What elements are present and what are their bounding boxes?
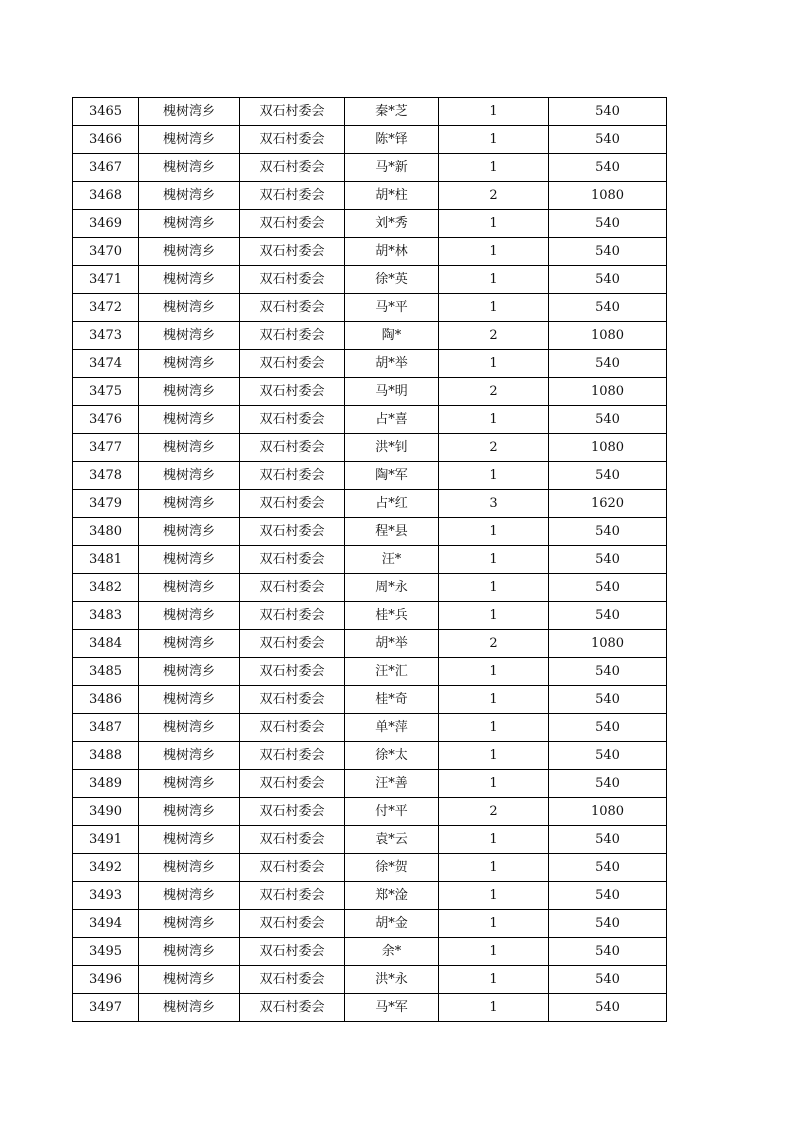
count-cell: 1 bbox=[439, 686, 549, 714]
table-row bbox=[73, 994, 667, 1022]
count-cell: 2 bbox=[439, 182, 549, 210]
table-row bbox=[73, 266, 667, 294]
count-cell: 2 bbox=[439, 434, 549, 462]
row-number-cell: 3479 bbox=[73, 490, 139, 518]
township-cell: 槐树湾乡 bbox=[139, 406, 240, 434]
table-row bbox=[73, 602, 667, 630]
name-cell: 占*喜 bbox=[345, 406, 439, 434]
village-cell: 双石村委会 bbox=[240, 882, 345, 910]
amount-cell: 540 bbox=[549, 742, 667, 770]
township-cell: 槐树湾乡 bbox=[139, 210, 240, 238]
count-cell: 1 bbox=[439, 770, 549, 798]
count-cell: 1 bbox=[439, 294, 549, 322]
village-cell: 双石村委会 bbox=[240, 854, 345, 882]
township-cell: 槐树湾乡 bbox=[139, 994, 240, 1022]
amount-cell: 540 bbox=[549, 994, 667, 1022]
count-cell: 1 bbox=[439, 994, 549, 1022]
township-cell: 槐树湾乡 bbox=[139, 770, 240, 798]
table-row bbox=[73, 406, 667, 434]
village-cell: 双石村委会 bbox=[240, 126, 345, 154]
table-row bbox=[73, 98, 667, 126]
row-number-cell: 3467 bbox=[73, 154, 139, 182]
count-cell: 1 bbox=[439, 518, 549, 546]
count-cell: 2 bbox=[439, 798, 549, 826]
village-cell: 双石村委会 bbox=[240, 630, 345, 658]
amount-cell: 540 bbox=[549, 238, 667, 266]
amount-cell: 540 bbox=[549, 854, 667, 882]
name-cell: 陈*铎 bbox=[345, 126, 439, 154]
count-cell: 1 bbox=[439, 658, 549, 686]
township-cell: 槐树湾乡 bbox=[139, 154, 240, 182]
village-cell: 双石村委会 bbox=[240, 770, 345, 798]
township-cell: 槐树湾乡 bbox=[139, 630, 240, 658]
name-cell: 占*红 bbox=[345, 490, 439, 518]
row-number-cell: 3485 bbox=[73, 658, 139, 686]
amount-cell: 540 bbox=[549, 126, 667, 154]
township-cell: 槐树湾乡 bbox=[139, 714, 240, 742]
township-cell: 槐树湾乡 bbox=[139, 882, 240, 910]
name-cell: 单*萍 bbox=[345, 714, 439, 742]
township-cell: 槐树湾乡 bbox=[139, 798, 240, 826]
amount-cell: 1080 bbox=[549, 798, 667, 826]
row-number-cell: 3472 bbox=[73, 294, 139, 322]
amount-cell: 540 bbox=[549, 574, 667, 602]
count-cell: 2 bbox=[439, 630, 549, 658]
village-cell: 双石村委会 bbox=[240, 994, 345, 1022]
township-cell: 槐树湾乡 bbox=[139, 322, 240, 350]
township-cell: 槐树湾乡 bbox=[139, 518, 240, 546]
count-cell: 2 bbox=[439, 322, 549, 350]
township-cell: 槐树湾乡 bbox=[139, 966, 240, 994]
village-cell: 双石村委会 bbox=[240, 490, 345, 518]
amount-cell: 540 bbox=[549, 658, 667, 686]
name-cell: 陶* bbox=[345, 322, 439, 350]
count-cell: 1 bbox=[439, 714, 549, 742]
row-number-cell: 3490 bbox=[73, 798, 139, 826]
name-cell: 汪*汇 bbox=[345, 658, 439, 686]
count-cell: 1 bbox=[439, 966, 549, 994]
table-row bbox=[73, 518, 667, 546]
amount-cell: 540 bbox=[549, 882, 667, 910]
name-cell: 汪*善 bbox=[345, 770, 439, 798]
row-number-cell: 3470 bbox=[73, 238, 139, 266]
count-cell: 1 bbox=[439, 826, 549, 854]
village-cell: 双石村委会 bbox=[240, 966, 345, 994]
township-cell: 槐树湾乡 bbox=[139, 378, 240, 406]
amount-cell: 1080 bbox=[549, 322, 667, 350]
count-cell: 1 bbox=[439, 266, 549, 294]
township-cell: 槐树湾乡 bbox=[139, 826, 240, 854]
village-cell: 双石村委会 bbox=[240, 266, 345, 294]
village-cell: 双石村委会 bbox=[240, 546, 345, 574]
row-number-cell: 3478 bbox=[73, 462, 139, 490]
amount-cell: 540 bbox=[549, 770, 667, 798]
table-row bbox=[73, 798, 667, 826]
name-cell: 胡*柱 bbox=[345, 182, 439, 210]
row-number-cell: 3493 bbox=[73, 882, 139, 910]
table-row bbox=[73, 714, 667, 742]
name-cell: 胡*举 bbox=[345, 350, 439, 378]
amount-cell: 540 bbox=[549, 546, 667, 574]
township-cell: 槐树湾乡 bbox=[139, 182, 240, 210]
table-row bbox=[73, 350, 667, 378]
amount-cell: 1080 bbox=[549, 434, 667, 462]
amount-cell: 540 bbox=[549, 966, 667, 994]
township-cell: 槐树湾乡 bbox=[139, 98, 240, 126]
table-row bbox=[73, 658, 667, 686]
name-cell: 马*军 bbox=[345, 994, 439, 1022]
name-cell: 周*永 bbox=[345, 574, 439, 602]
row-number-cell: 3477 bbox=[73, 434, 139, 462]
table-row bbox=[73, 462, 667, 490]
amount-cell: 540 bbox=[549, 602, 667, 630]
name-cell: 程*县 bbox=[345, 518, 439, 546]
village-cell: 双石村委会 bbox=[240, 742, 345, 770]
village-cell: 双石村委会 bbox=[240, 686, 345, 714]
count-cell: 1 bbox=[439, 350, 549, 378]
table-row bbox=[73, 322, 667, 350]
row-number-cell: 3475 bbox=[73, 378, 139, 406]
village-cell: 双石村委会 bbox=[240, 910, 345, 938]
name-cell: 陶*军 bbox=[345, 462, 439, 490]
township-cell: 槐树湾乡 bbox=[139, 462, 240, 490]
row-number-cell: 3465 bbox=[73, 98, 139, 126]
count-cell: 1 bbox=[439, 98, 549, 126]
row-number-cell: 3476 bbox=[73, 406, 139, 434]
township-cell: 槐树湾乡 bbox=[139, 294, 240, 322]
amount-cell: 1080 bbox=[549, 378, 667, 406]
amount-cell: 1620 bbox=[549, 490, 667, 518]
village-cell: 双石村委会 bbox=[240, 714, 345, 742]
name-cell: 胡*举 bbox=[345, 630, 439, 658]
township-cell: 槐树湾乡 bbox=[139, 546, 240, 574]
name-cell: 桂*奇 bbox=[345, 686, 439, 714]
township-cell: 槐树湾乡 bbox=[139, 126, 240, 154]
row-number-cell: 3495 bbox=[73, 938, 139, 966]
row-number-cell: 3481 bbox=[73, 546, 139, 574]
count-cell: 1 bbox=[439, 882, 549, 910]
township-cell: 槐树湾乡 bbox=[139, 574, 240, 602]
table-row bbox=[73, 182, 667, 210]
count-cell: 1 bbox=[439, 126, 549, 154]
name-cell: 洪*钊 bbox=[345, 434, 439, 462]
name-cell: 马*新 bbox=[345, 154, 439, 182]
row-number-cell: 3484 bbox=[73, 630, 139, 658]
table-row bbox=[73, 630, 667, 658]
roster-table bbox=[72, 97, 667, 1022]
count-cell: 1 bbox=[439, 574, 549, 602]
row-number-cell: 3489 bbox=[73, 770, 139, 798]
village-cell: 双石村委会 bbox=[240, 154, 345, 182]
row-number-cell: 3480 bbox=[73, 518, 139, 546]
name-cell: 郑*淦 bbox=[345, 882, 439, 910]
village-cell: 双石村委会 bbox=[240, 406, 345, 434]
row-number-cell: 3473 bbox=[73, 322, 139, 350]
table-row bbox=[73, 294, 667, 322]
table-row bbox=[73, 546, 667, 574]
count-cell: 1 bbox=[439, 546, 549, 574]
table-row bbox=[73, 882, 667, 910]
township-cell: 槐树湾乡 bbox=[139, 742, 240, 770]
amount-cell: 540 bbox=[549, 406, 667, 434]
row-number-cell: 3474 bbox=[73, 350, 139, 378]
row-number-cell: 3466 bbox=[73, 126, 139, 154]
table-row bbox=[73, 966, 667, 994]
row-number-cell: 3492 bbox=[73, 854, 139, 882]
count-cell: 1 bbox=[439, 854, 549, 882]
row-number-cell: 3488 bbox=[73, 742, 139, 770]
amount-cell: 540 bbox=[549, 210, 667, 238]
table-row bbox=[73, 742, 667, 770]
table-row bbox=[73, 434, 667, 462]
name-cell: 刘*秀 bbox=[345, 210, 439, 238]
amount-cell: 1080 bbox=[549, 182, 667, 210]
row-number-cell: 3483 bbox=[73, 602, 139, 630]
name-cell: 徐*太 bbox=[345, 742, 439, 770]
village-cell: 双石村委会 bbox=[240, 434, 345, 462]
name-cell: 袁*云 bbox=[345, 826, 439, 854]
row-number-cell: 3497 bbox=[73, 994, 139, 1022]
village-cell: 双石村委会 bbox=[240, 658, 345, 686]
row-number-cell: 3471 bbox=[73, 266, 139, 294]
name-cell: 余* bbox=[345, 938, 439, 966]
village-cell: 双石村委会 bbox=[240, 210, 345, 238]
township-cell: 槐树湾乡 bbox=[139, 602, 240, 630]
name-cell: 徐*贺 bbox=[345, 854, 439, 882]
name-cell: 胡*林 bbox=[345, 238, 439, 266]
row-number-cell: 3486 bbox=[73, 686, 139, 714]
count-cell: 1 bbox=[439, 938, 549, 966]
count-cell: 2 bbox=[439, 378, 549, 406]
village-cell: 双石村委会 bbox=[240, 574, 345, 602]
name-cell: 秦*芝 bbox=[345, 98, 439, 126]
table-row bbox=[73, 826, 667, 854]
township-cell: 槐树湾乡 bbox=[139, 434, 240, 462]
table-row bbox=[73, 686, 667, 714]
village-cell: 双石村委会 bbox=[240, 602, 345, 630]
name-cell: 马*明 bbox=[345, 378, 439, 406]
township-cell: 槐树湾乡 bbox=[139, 854, 240, 882]
township-cell: 槐树湾乡 bbox=[139, 238, 240, 266]
village-cell: 双石村委会 bbox=[240, 322, 345, 350]
table-row bbox=[73, 770, 667, 798]
table-row bbox=[73, 938, 667, 966]
amount-cell: 1080 bbox=[549, 630, 667, 658]
row-number-cell: 3496 bbox=[73, 966, 139, 994]
amount-cell: 540 bbox=[549, 686, 667, 714]
village-cell: 双石村委会 bbox=[240, 378, 345, 406]
name-cell: 洪*永 bbox=[345, 966, 439, 994]
township-cell: 槐树湾乡 bbox=[139, 938, 240, 966]
count-cell: 1 bbox=[439, 154, 549, 182]
table-row bbox=[73, 210, 667, 238]
amount-cell: 540 bbox=[549, 910, 667, 938]
village-cell: 双石村委会 bbox=[240, 294, 345, 322]
village-cell: 双石村委会 bbox=[240, 182, 345, 210]
name-cell: 桂*兵 bbox=[345, 602, 439, 630]
township-cell: 槐树湾乡 bbox=[139, 910, 240, 938]
amount-cell: 540 bbox=[549, 154, 667, 182]
name-cell: 付*平 bbox=[345, 798, 439, 826]
name-cell: 汪* bbox=[345, 546, 439, 574]
amount-cell: 540 bbox=[549, 98, 667, 126]
township-cell: 槐树湾乡 bbox=[139, 490, 240, 518]
village-cell: 双石村委会 bbox=[240, 938, 345, 966]
name-cell: 徐*英 bbox=[345, 266, 439, 294]
village-cell: 双石村委会 bbox=[240, 350, 345, 378]
village-cell: 双石村委会 bbox=[240, 518, 345, 546]
township-cell: 槐树湾乡 bbox=[139, 350, 240, 378]
count-cell: 3 bbox=[439, 490, 549, 518]
table-row bbox=[73, 574, 667, 602]
count-cell: 1 bbox=[439, 742, 549, 770]
village-cell: 双石村委会 bbox=[240, 462, 345, 490]
township-cell: 槐树湾乡 bbox=[139, 686, 240, 714]
table-row bbox=[73, 378, 667, 406]
count-cell: 1 bbox=[439, 406, 549, 434]
row-number-cell: 3469 bbox=[73, 210, 139, 238]
amount-cell: 540 bbox=[549, 518, 667, 546]
row-number-cell: 3494 bbox=[73, 910, 139, 938]
amount-cell: 540 bbox=[549, 294, 667, 322]
count-cell: 1 bbox=[439, 238, 549, 266]
township-cell: 槐树湾乡 bbox=[139, 266, 240, 294]
count-cell: 1 bbox=[439, 602, 549, 630]
township-cell: 槐树湾乡 bbox=[139, 658, 240, 686]
amount-cell: 540 bbox=[549, 826, 667, 854]
village-cell: 双石村委会 bbox=[240, 798, 345, 826]
roster-table-body bbox=[73, 98, 667, 1022]
row-number-cell: 3482 bbox=[73, 574, 139, 602]
table-row bbox=[73, 854, 667, 882]
village-cell: 双石村委会 bbox=[240, 238, 345, 266]
count-cell: 1 bbox=[439, 910, 549, 938]
row-number-cell: 3491 bbox=[73, 826, 139, 854]
name-cell: 马*平 bbox=[345, 294, 439, 322]
count-cell: 1 bbox=[439, 462, 549, 490]
amount-cell: 540 bbox=[549, 350, 667, 378]
amount-cell: 540 bbox=[549, 938, 667, 966]
row-number-cell: 3468 bbox=[73, 182, 139, 210]
count-cell: 1 bbox=[439, 210, 549, 238]
amount-cell: 540 bbox=[549, 714, 667, 742]
village-cell: 双石村委会 bbox=[240, 98, 345, 126]
name-cell: 胡*金 bbox=[345, 910, 439, 938]
table-row bbox=[73, 126, 667, 154]
table-row bbox=[73, 910, 667, 938]
table-row bbox=[73, 490, 667, 518]
village-cell: 双石村委会 bbox=[240, 826, 345, 854]
table-row bbox=[73, 238, 667, 266]
table-row bbox=[73, 154, 667, 182]
amount-cell: 540 bbox=[549, 462, 667, 490]
amount-cell: 540 bbox=[549, 266, 667, 294]
row-number-cell: 3487 bbox=[73, 714, 139, 742]
